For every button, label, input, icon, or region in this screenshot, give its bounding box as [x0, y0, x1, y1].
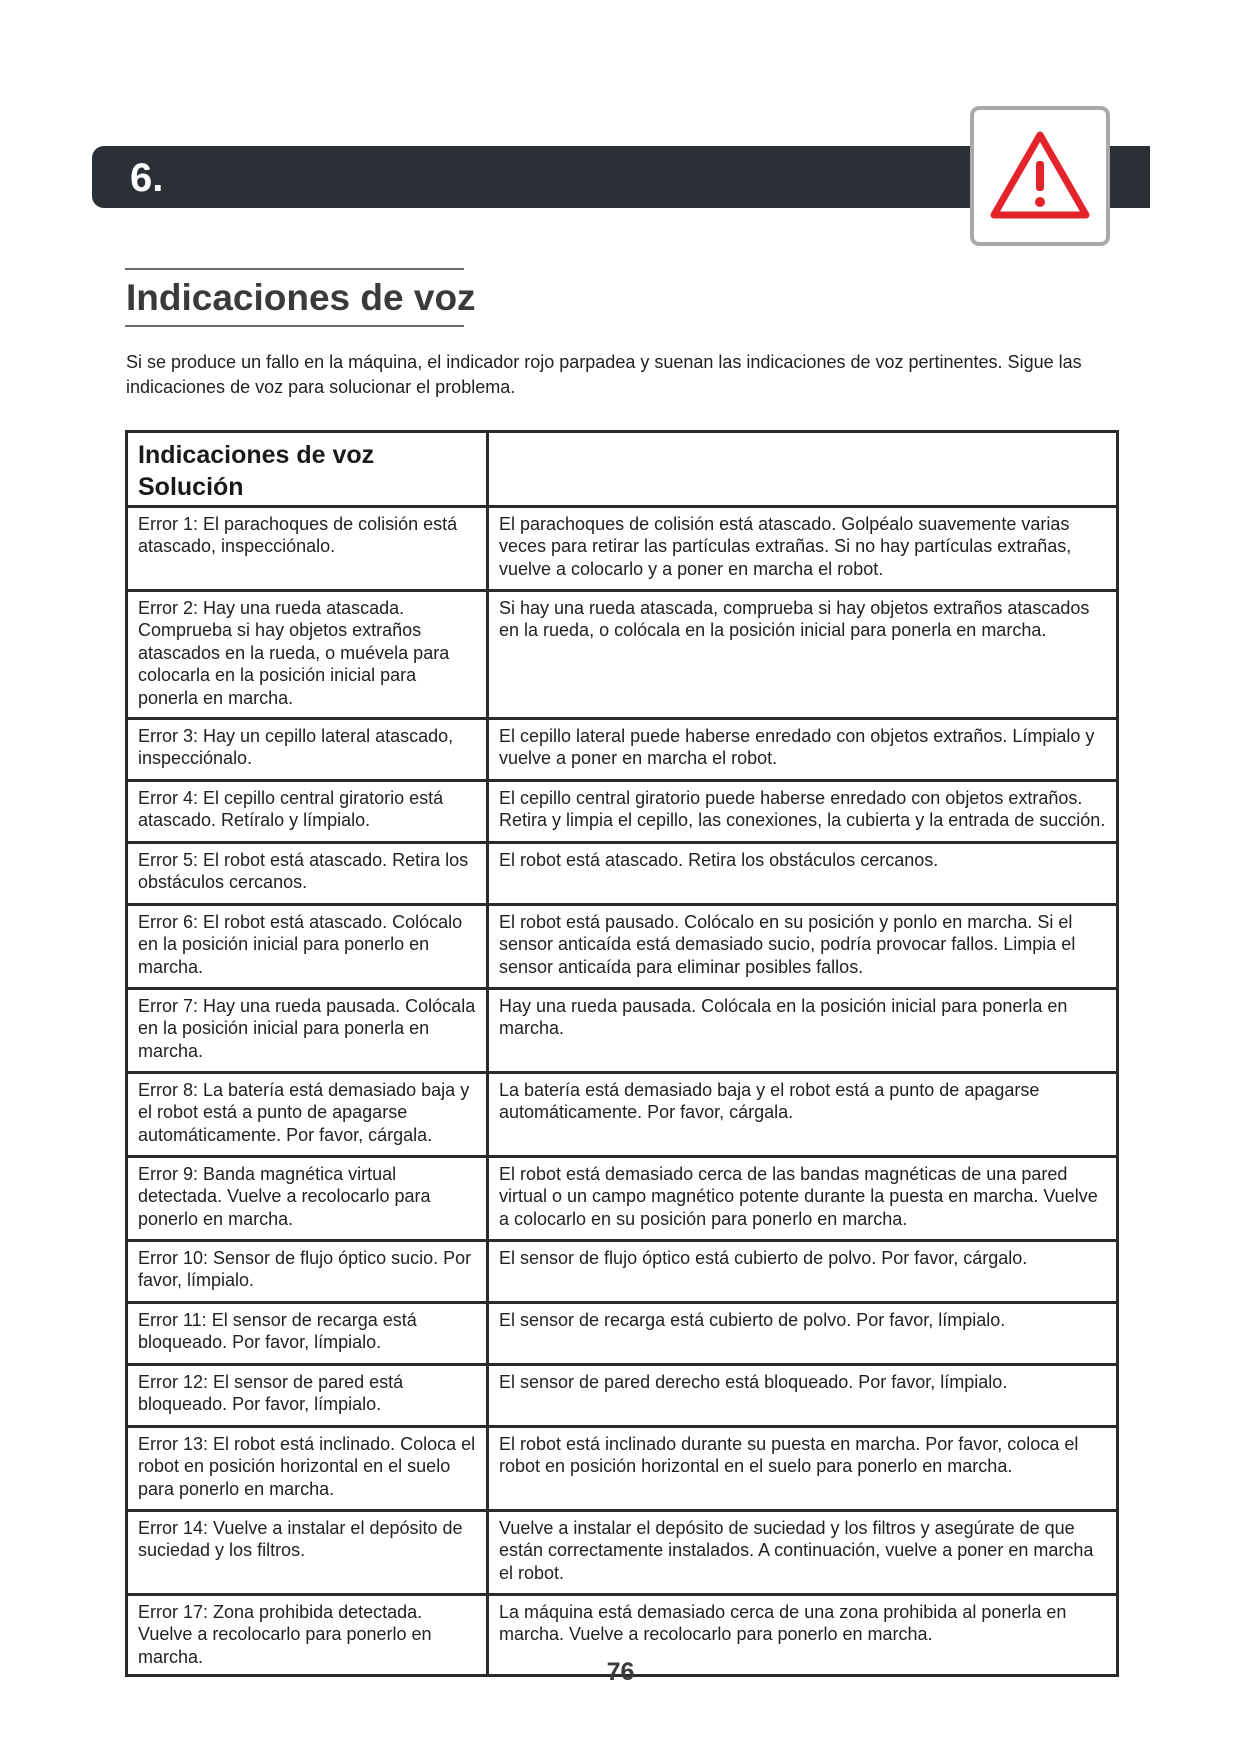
table-header-row: [127, 432, 1118, 507]
error-prompt-cell: Error 7: Hay una rueda pausada. Colócala en la posición inicial para ponerla en marcha.: [127, 989, 488, 1073]
error-prompt-cell: Error 14: Vuelve a instalar el depósito de suciedad y los filtros.: [127, 1511, 488, 1595]
warning-triangle-icon: [983, 119, 1097, 233]
error-prompt-cell: Error 3: Hay un cepillo lateral atascado, inspecciónalo.: [127, 719, 488, 781]
error-prompt-cell: Error 10: Sensor de flujo óptico sucio. Por favor, límpialo.: [127, 1241, 488, 1303]
solution-cell: El robot está demasiado cerca de las bandas magnéticas de una pared virtual o un campo magnético potente durante la puesta en marcha. Vuelve a colocarlo en su posición para ponerlo en marcha.: [488, 1157, 1118, 1241]
solution-cell: El sensor de recarga está cubierto de polvo. Por favor, límpialo.: [488, 1303, 1118, 1365]
table-row: [127, 591, 1118, 719]
table-row: [127, 781, 1118, 843]
solution-cell: El sensor de pared derecho está bloqueado. Por favor, límpialo.: [488, 1365, 1118, 1427]
table-row: [127, 843, 1118, 905]
warning-icon-box: [970, 106, 1110, 246]
solution-cell: Si hay una rueda atascada, comprueba si hay objetos extraños atascados en la rueda, o colócala en la posición inicial para ponerla en marcha.: [488, 591, 1118, 719]
solution-cell: Vuelve a instalar el depósito de suciedad y los filtros y asegúrate de que están correctamente instalados. A continuación, vuelve a poner en marcha el robot.: [488, 1511, 1118, 1595]
error-prompt-cell: Error 1: El parachoques de colisión está atascado, inspecciónalo.: [127, 507, 488, 591]
error-prompt-cell: Error 4: El cepillo central giratorio está atascado. Retíralo y límpialo.: [127, 781, 488, 843]
voice-prompts-table: [125, 430, 1119, 1677]
header-solution: [488, 432, 1118, 507]
error-prompt-cell: Error 13: El robot está inclinado. Coloca el robot en posición horizontal en el suelo para ponerlo en marcha.: [127, 1427, 488, 1511]
solution-cell: El cepillo central giratorio puede haberse enredado con objetos extraños. Retira y limpia el cepillo, las conexiones, la cubierta y la entrada de succión.: [488, 781, 1118, 843]
error-prompt-cell: Error 12: El sensor de pared está bloqueado. Por favor, límpialo.: [127, 1365, 488, 1427]
page-number: 76: [606, 1658, 635, 1686]
header-voice-prompts: Indicaciones de voz Solución: [127, 432, 488, 507]
error-prompt-cell: Error 6: El robot está atascado. Colócalo en la posición inicial para ponerlo en marcha.: [127, 905, 488, 989]
table-row: [127, 719, 1118, 781]
table-row: [127, 1073, 1118, 1157]
error-prompt-cell: Error 5: El robot está atascado. Retira los obstáculos cercanos.: [127, 843, 488, 905]
table-row: [127, 507, 1118, 591]
solution-cell: El robot está inclinado durante su puesta en marcha. Por favor, coloca el robot en posición horizontal en el suelo para ponerlo en marcha.: [488, 1427, 1118, 1511]
solution-cell: El robot está pausado. Colócalo en su posición y ponlo en marcha. Si el sensor anticaída está demasiado sucio, podría provocar fallos. Limpia el sensor anticaída para eliminar posibles fallos.: [488, 905, 1118, 989]
table-row: [127, 1303, 1118, 1365]
error-prompt-cell: Error 17: Zona prohibida detectada. Vuelve a recolocarlo para ponerlo en marcha.: [127, 1595, 488, 1676]
solution-cell: La batería está demasiado baja y el robot está a punto de apagarse automáticamente. Por favor, cárgala.: [488, 1073, 1118, 1157]
table-row: [127, 1241, 1118, 1303]
table-row: [127, 1157, 1118, 1241]
chapter-number: 6.: [130, 156, 164, 200]
solution-cell: El parachoques de colisión está atascado. Golpéalo suavemente varias veces para retirar las partículas extrañas. Si no hay partículas extrañas, vuelve a colocarlo y a poner en marcha el robot.: [488, 507, 1118, 591]
error-prompt-cell: Error 2: Hay una rueda atascada. Comprueba si hay objetos extraños atascados en la rueda, o muévela para colocarla en la posición inicial para ponerla en marcha.: [127, 591, 488, 719]
solution-cell: El sensor de flujo óptico está cubierto de polvo. Por favor, cárgalo.: [488, 1241, 1118, 1303]
solution-cell: El cepillo lateral puede haberse enredado con objetos extraños. Límpialo y vuelve a poner en marcha el robot.: [488, 719, 1118, 781]
error-prompt-cell: Error 11: El sensor de recarga está bloqueado. Por favor, límpialo.: [127, 1303, 488, 1365]
error-prompt-cell: Error 9: Banda magnética virtual detectada. Vuelve a recolocarlo para ponerlo en marcha.: [127, 1157, 488, 1241]
title-rule-top: [125, 268, 464, 270]
table-row: [127, 1511, 1118, 1595]
table-row: [127, 989, 1118, 1073]
solution-cell: La máquina está demasiado cerca de una zona prohibida al ponerla en marcha. Vuelve a recolocarlo para ponerlo en marcha.: [488, 1595, 1118, 1676]
table-row: [127, 1365, 1118, 1427]
title-rule-bottom: [125, 325, 464, 327]
page-title: Indicaciones de voz: [126, 277, 476, 318]
error-prompt-cell: Error 8: La batería está demasiado baja y el robot está a punto de apagarse automáticamente. Por favor, cárgala.: [127, 1073, 488, 1157]
intro-paragraph: Si se produce un fallo en la máquina, el indicador rojo parpadea y suenan las indicaciones de voz pertinentes. Sigue las indicaciones de voz para solucionar el problema.: [126, 352, 1082, 397]
table-row: [127, 905, 1118, 989]
solution-cell: Hay una rueda pausada. Colócala en la posición inicial para ponerla en marcha.: [488, 989, 1118, 1073]
solution-cell: El robot está atascado. Retira los obstáculos cercanos.: [488, 843, 1118, 905]
table-row: [127, 1427, 1118, 1511]
